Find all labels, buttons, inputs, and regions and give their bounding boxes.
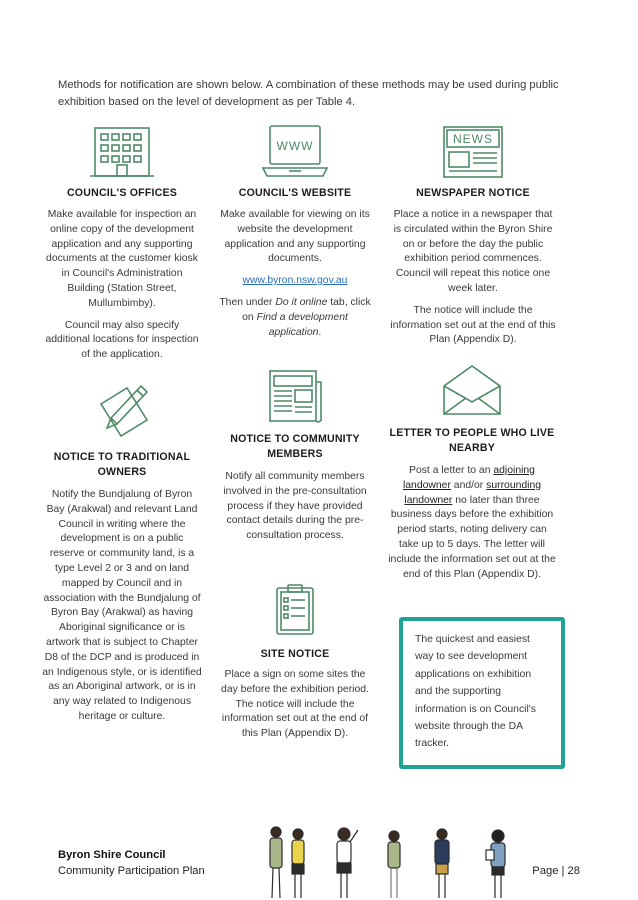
clipboard-icon <box>273 583 317 637</box>
title-traditional-owners: NOTICE TO TRADITIONAL OWNERS <box>53 451 191 478</box>
person-3 <box>337 828 358 898</box>
da-tracker-callout: The quickest and easiest way to see development applications on exhibition and the supporting information is on Council's website through the DA tracker. <box>399 617 565 769</box>
method-letter-nearby <box>386 362 558 589</box>
intro-paragraph: Methods for notification are shown below. A combination of these methods may be used during public exhibition based on the level of development as per Table 4. <box>58 79 559 108</box>
website-paragraph-2: Then under Do it online tab, click on Find a development application. <box>219 296 371 338</box>
site-paragraph-1: Place a sign on some sites the day before the exhibition period. The notice will include the information set out at the end of this Plan (Appendix D). <box>221 669 369 740</box>
surrounding-landowner-term[interactable]: surrounding landowner <box>404 479 542 506</box>
newspaper-paragraph-2: The notice will include the information set out at the end of this Plan (Appendix D). <box>390 304 556 346</box>
laptop-screen-text: WWW <box>276 139 314 153</box>
person-1 <box>270 827 282 898</box>
people-illustration-icon <box>262 824 520 900</box>
pen-paper-icon <box>89 380 155 438</box>
method-site-notice <box>215 583 375 749</box>
adjoining-landowner-term[interactable]: adjoining landowner <box>402 465 535 491</box>
footer-page-number: Page | 28 <box>532 865 580 877</box>
method-council-website <box>215 124 375 347</box>
title-newspaper-notice: NEWSPAPER NOTICE <box>416 187 530 199</box>
newspaper-icon <box>440 124 506 180</box>
letter-paragraph-1: Post a letter to an adjoining landowner and/or surrounding landowner no later than three business days before the exhibition period starts, noting delivery can take up to 5 days. The letter will include the information set out at the end of this Plan (Appendix D). <box>388 465 556 580</box>
offices-paragraph-1: Make available for inspection an online copy of the development application and any supporting documents at the customer kiosk in Council's Administration Building (Station Street, Mullumbimby). <box>46 209 198 309</box>
council-website-link[interactable]: www.byron.nsw.gov.au <box>242 275 348 287</box>
newspaper-paragraph-1: Place a notice in a newspaper that is circulated within the Byron Shire on or before the day the public exhibition period commences. Council will repeat this notice one week later. <box>393 209 553 294</box>
newspaper-banner-text: NEWS <box>453 132 493 146</box>
method-council-offices <box>42 124 202 370</box>
method-traditional-owners <box>42 380 202 732</box>
title-council-offices: COUNCIL'S OFFICES <box>66 187 178 199</box>
method-newspaper-notice <box>390 124 556 355</box>
title-council-website: COUNCIL'S WEBSITE <box>238 187 352 199</box>
footer-document-title: Community Participation Plan <box>58 865 205 877</box>
title-site-notice: SITE NOTICE <box>260 648 330 660</box>
community-paragraph-1: Notify all community members involved in the pre-consultation process if they have provided contact details during the pre-consultation process. <box>223 471 367 542</box>
title-community-members: NOTICE TO COMMUNITY MEMBERS <box>230 433 360 460</box>
envelope-icon <box>440 362 504 418</box>
website-paragraph-1: Make available for viewing on its website the development application and any supporting documents. <box>220 209 370 265</box>
building-icon <box>89 124 155 180</box>
laptop-www-icon <box>261 124 329 180</box>
traditional-paragraph-1: Notify the Bundjalung of Byron Bay (Arakwal) and relevant Land Council in writing where the development is on a public reserve or community land, is a type Level 2 or 3 and on land mapped by Council and in association with the Bundjalung of Byron Bay (Arakwal) as having Aboriginal significance or is artwork that is subject to Chapter D8 of the DCP and is produced in an Indigenous style, or is identified as an Aboriginal artwork, or is in any way related to Indigenous heritage or culture. <box>42 489 202 722</box>
newsletter-icon <box>266 368 324 424</box>
person-6 <box>486 830 505 898</box>
person-4 <box>388 831 400 898</box>
offices-paragraph-2: Council may also specify additional locations for inspection of the application. <box>45 319 199 361</box>
title-letter-nearby: LETTER TO PEOPLE WHO LIVE NEARBY <box>389 427 555 454</box>
person-2 <box>292 829 304 898</box>
footer-organisation: Byron Shire Council <box>58 849 166 861</box>
person-5 <box>435 829 449 898</box>
method-community-members <box>215 368 375 551</box>
